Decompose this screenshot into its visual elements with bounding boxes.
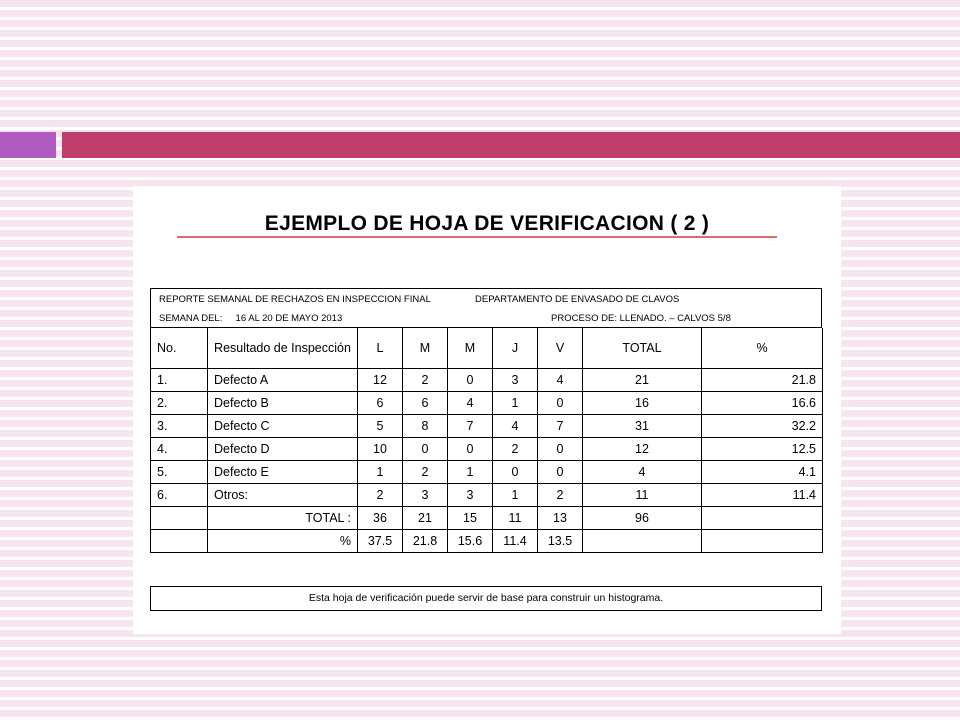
total-v: 13 [538, 507, 583, 530]
count-l: 2 [358, 484, 403, 507]
pct-m1: 21.8 [403, 530, 448, 553]
count-m1: 6 [403, 392, 448, 415]
row-total: 12 [583, 438, 702, 461]
table-row [151, 392, 823, 415]
defect-name: Defecto C [208, 415, 358, 438]
accent-bar-right [62, 132, 960, 158]
count-v: 0 [538, 461, 583, 484]
count-j: 1 [493, 484, 538, 507]
row-total: 21 [583, 369, 702, 392]
row-total: 4 [583, 461, 702, 484]
col-header-total: TOTAL [583, 328, 702, 369]
count-j: 4 [493, 415, 538, 438]
table-header-row [151, 328, 823, 369]
table-row [151, 369, 823, 392]
row-total: 11 [583, 484, 702, 507]
table-row [151, 461, 823, 484]
col-header-l: L [358, 328, 403, 369]
defect-name: Defecto E [208, 461, 358, 484]
total-row-no [151, 507, 208, 530]
row-percent: 11.4 [702, 484, 823, 507]
total-row [151, 507, 823, 530]
count-j: 0 [493, 461, 538, 484]
count-m2: 4 [448, 392, 493, 415]
row-percent: 32.2 [702, 415, 823, 438]
pct-percent [702, 530, 823, 553]
percent-row [151, 530, 823, 553]
table-row [151, 415, 823, 438]
col-header-no: No. [151, 328, 208, 369]
page-title: EJEMPLO DE HOJA DE VERIFICACION ( 2 ) [264, 212, 710, 235]
pct-l: 37.5 [358, 530, 403, 553]
count-v: 4 [538, 369, 583, 392]
col-header-result: Resultado de Inspección [208, 328, 358, 369]
report-header [150, 288, 822, 328]
count-m1: 8 [403, 415, 448, 438]
count-m2: 3 [448, 484, 493, 507]
row-percent: 21.8 [702, 369, 823, 392]
count-l: 1 [358, 461, 403, 484]
row-number: 4. [151, 438, 208, 461]
col-header-m1: M [403, 328, 448, 369]
grand-total: 96 [583, 507, 702, 530]
count-v: 0 [538, 392, 583, 415]
pct-row-no [151, 530, 208, 553]
defect-name: Defecto D [208, 438, 358, 461]
row-percent: 12.5 [702, 438, 823, 461]
defect-name: Defecto A [208, 369, 358, 392]
count-m2: 1 [448, 461, 493, 484]
col-header-percent: % [702, 328, 823, 369]
defect-name: Otros: [208, 484, 358, 507]
count-l: 6 [358, 392, 403, 415]
count-v: 7 [538, 415, 583, 438]
count-m2: 0 [448, 369, 493, 392]
count-l: 5 [358, 415, 403, 438]
row-number: 5. [151, 461, 208, 484]
total-m1: 21 [403, 507, 448, 530]
pct-j: 11.4 [493, 530, 538, 553]
title-underline [177, 236, 777, 238]
col-header-m2: M [448, 328, 493, 369]
count-m1: 2 [403, 461, 448, 484]
accent-bar-left [0, 132, 56, 158]
pct-m2: 15.6 [448, 530, 493, 553]
pct-v: 13.5 [538, 530, 583, 553]
col-header-v: V [538, 328, 583, 369]
count-m1: 0 [403, 438, 448, 461]
col-header-j: J [493, 328, 538, 369]
total-percent [702, 507, 823, 530]
row-percent: 16.6 [702, 392, 823, 415]
row-total: 16 [583, 392, 702, 415]
row-number: 6. [151, 484, 208, 507]
pct-label: % [208, 530, 358, 553]
footnote-box: Esta hoja de verificación puede servir de base para construir un histograma. [150, 586, 822, 611]
count-j: 3 [493, 369, 538, 392]
count-j: 2 [493, 438, 538, 461]
total-m2: 15 [448, 507, 493, 530]
row-number: 3. [151, 415, 208, 438]
count-m2: 7 [448, 415, 493, 438]
table-row [151, 438, 823, 461]
total-l: 36 [358, 507, 403, 530]
row-number: 2. [151, 392, 208, 415]
row-number: 1. [151, 369, 208, 392]
count-v: 0 [538, 438, 583, 461]
pct-total [583, 530, 702, 553]
week-range: SEMANA DEL: 16 AL 20 DE MAYO 2013 [159, 313, 343, 324]
count-l: 10 [358, 438, 403, 461]
department-name: DEPARTAMENTO DE ENVASADO DE CLAVOS [475, 294, 680, 305]
inspection-table [150, 328, 823, 553]
table-row [151, 484, 823, 507]
count-j: 1 [493, 392, 538, 415]
check-sheet-image [133, 186, 841, 634]
row-total: 31 [583, 415, 702, 438]
total-j: 11 [493, 507, 538, 530]
report-name: REPORTE SEMANAL DE RECHAZOS EN INSPECCION FINAL [159, 294, 431, 305]
count-m1: 2 [403, 369, 448, 392]
total-label: TOTAL : [208, 507, 358, 530]
count-l: 12 [358, 369, 403, 392]
count-m2: 0 [448, 438, 493, 461]
row-percent: 4.1 [702, 461, 823, 484]
count-v: 2 [538, 484, 583, 507]
defect-name: Defecto B [208, 392, 358, 415]
process-name: PROCESO DE: LLENADO. – CALVOS 5/8 [551, 313, 731, 324]
count-m1: 3 [403, 484, 448, 507]
